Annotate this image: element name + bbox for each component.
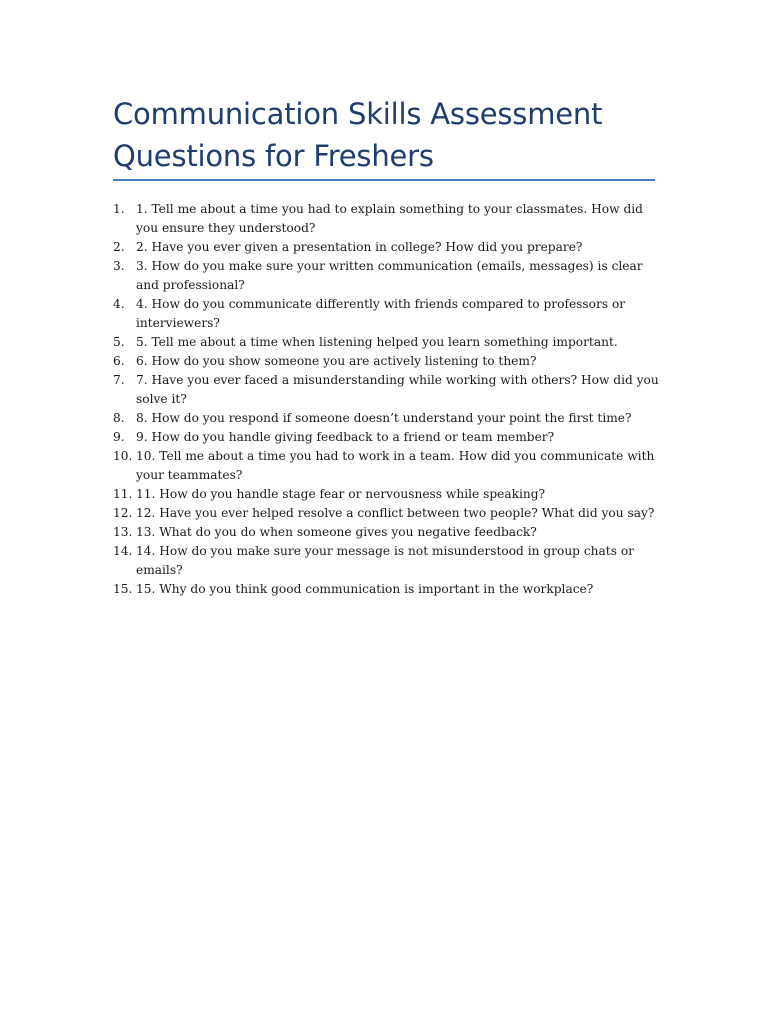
question-item bbox=[113, 200, 663, 238]
question-text: 13. What do you do when someone gives you negative feedback? bbox=[136, 525, 537, 539]
question-text: 1. Tell me about a time you had to explain something to your classmates. How did you ensure they understood? bbox=[136, 202, 643, 235]
question-number: 11. bbox=[113, 487, 133, 501]
question-text: 14. How do you make sure your message is not misunderstood in group chats or emails? bbox=[136, 544, 634, 577]
question-item bbox=[113, 428, 663, 447]
question-text: 11. How do you handle stage fear or nervousness while speaking? bbox=[136, 487, 546, 501]
question-item bbox=[113, 238, 663, 257]
question-text: 15. Why do you think good communication is important in the workplace? bbox=[136, 582, 594, 596]
document-title: Communication Skills Assessment Questions for Freshers bbox=[113, 97, 603, 173]
question-number: 3. bbox=[113, 259, 125, 273]
question-number: 6. bbox=[113, 354, 125, 368]
question-text: 12. Have you ever helped resolve a conflict between two people? What did you say? bbox=[136, 506, 655, 520]
question-item bbox=[113, 485, 663, 504]
question-number: 5. bbox=[113, 335, 125, 349]
question-text: 10. Tell me about a time you had to work in a team. How did you communicate with your teammates? bbox=[136, 449, 655, 482]
question-item bbox=[113, 257, 663, 295]
question-item bbox=[113, 580, 663, 599]
question-number: 7. bbox=[113, 373, 125, 387]
question-text: 2. Have you ever given a presentation in college? How did you prepare? bbox=[136, 240, 583, 254]
question-number: 13. bbox=[113, 525, 133, 539]
question-item bbox=[113, 523, 663, 542]
question-item bbox=[113, 371, 663, 409]
question-text: 5. Tell me about a time when listening helped you learn something important. bbox=[136, 335, 618, 349]
question-number: 4. bbox=[113, 297, 125, 311]
question-text: 4. How do you communicate differently with friends compared to professors or interviewers? bbox=[136, 297, 626, 330]
question-item bbox=[113, 542, 663, 580]
question-item bbox=[113, 409, 663, 428]
question-number: 8. bbox=[113, 411, 125, 425]
question-number: 14. bbox=[113, 544, 133, 558]
question-number: 15. bbox=[113, 582, 133, 596]
question-number: 2. bbox=[113, 240, 125, 254]
question-item bbox=[113, 352, 663, 371]
title-underline-rule bbox=[113, 179, 655, 181]
question-number: 9. bbox=[113, 430, 125, 444]
question-text: 7. Have you ever faced a misunderstanding while working with others? How did you solve it? bbox=[136, 373, 659, 406]
question-text: 9. How do you handle giving feedback to a friend or team member? bbox=[136, 430, 555, 444]
question-number: 12. bbox=[113, 506, 133, 520]
question-item bbox=[113, 295, 663, 333]
question-item bbox=[113, 333, 663, 352]
question-number: 1. bbox=[113, 202, 125, 216]
question-text: 3. How do you make sure your written communication (emails, messages) is clear and professional? bbox=[136, 259, 643, 292]
question-text: 6. How do you show someone you are actively listening to them? bbox=[136, 354, 537, 368]
question-list bbox=[113, 200, 663, 599]
question-number: 10. bbox=[113, 449, 133, 463]
question-item bbox=[113, 504, 663, 523]
question-text: 8. How do you respond if someone doesn’t understand your point the first time? bbox=[136, 411, 632, 425]
question-item bbox=[113, 447, 663, 485]
